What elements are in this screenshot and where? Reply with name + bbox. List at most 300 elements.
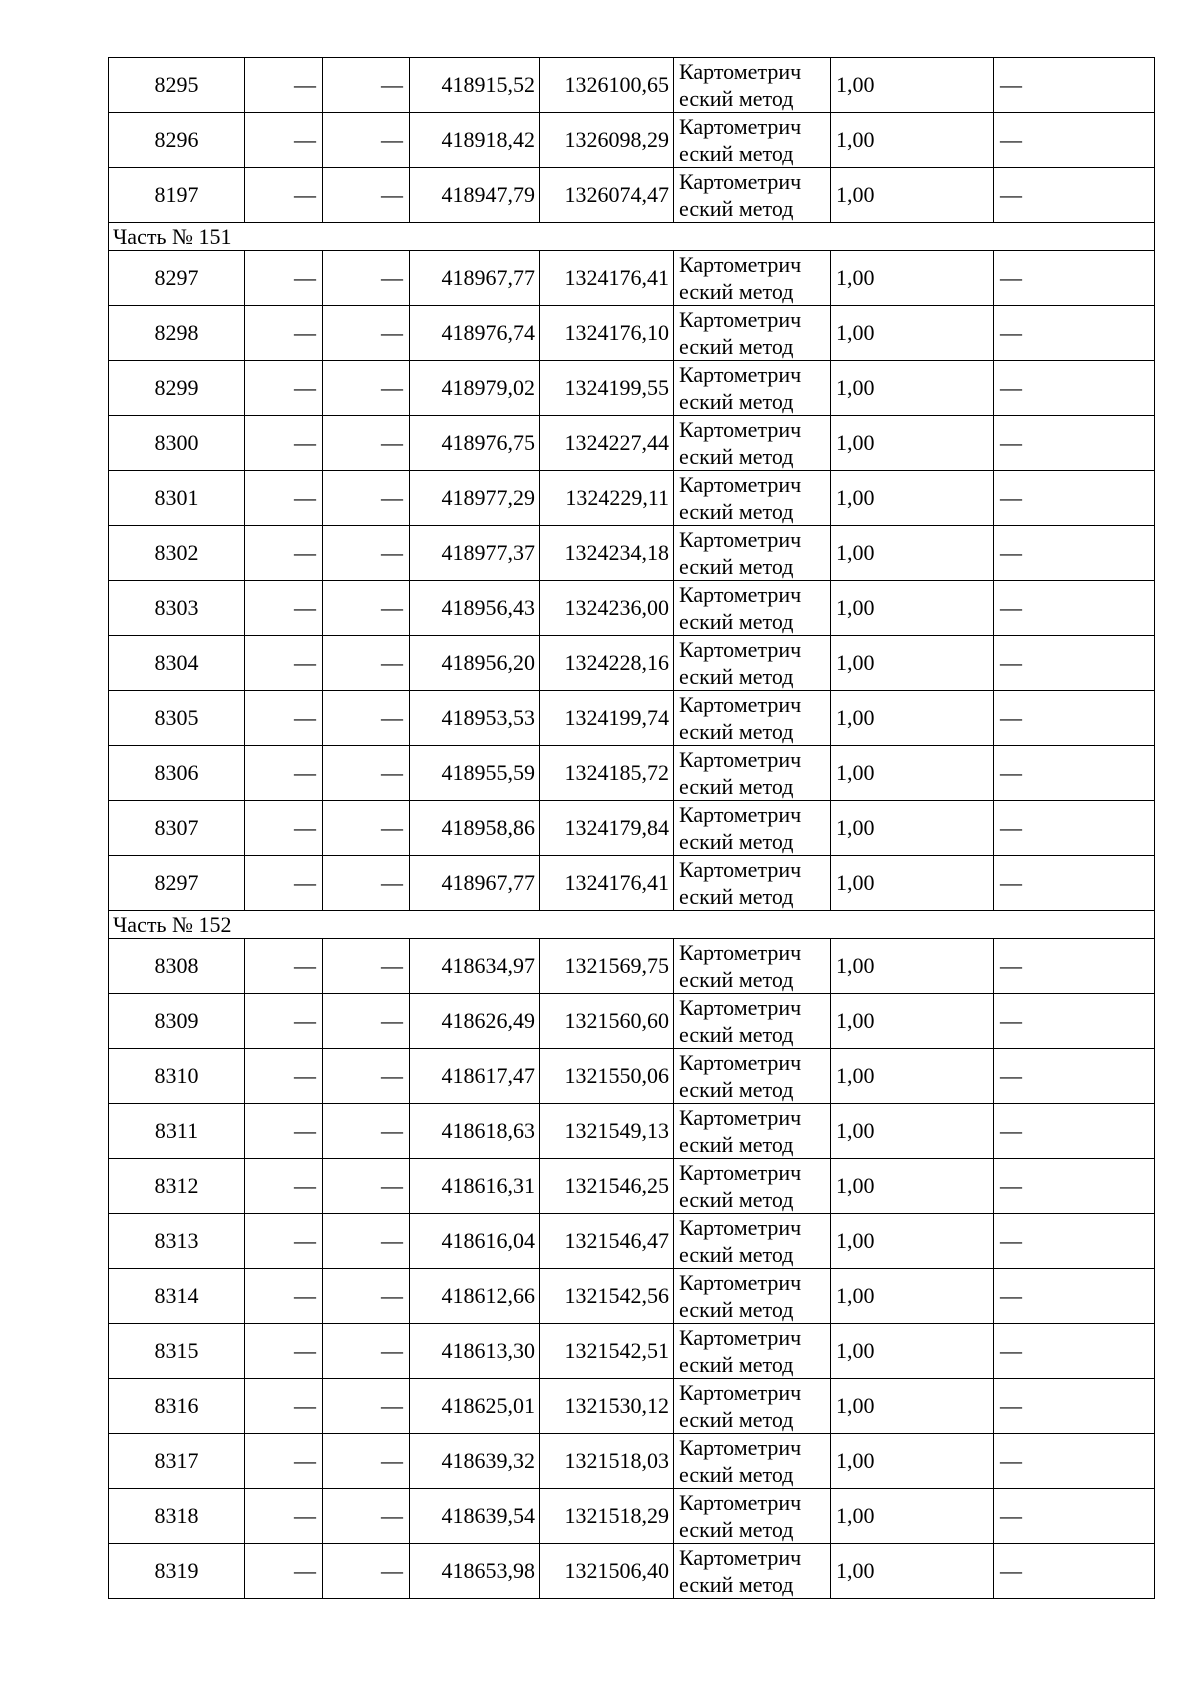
method-line-2: еский метод <box>679 967 794 992</box>
method-line-2: еский метод <box>679 334 794 359</box>
empty-cell-1: — <box>245 1049 323 1104</box>
description-cell: — <box>994 306 1155 361</box>
method-line-2: еский метод <box>679 279 794 304</box>
method-line-1: Картометрич <box>679 307 802 332</box>
empty-cell-1: — <box>245 994 323 1049</box>
point-number-cell: 8297 <box>109 856 245 911</box>
x-coordinate-cell: 418976,74 <box>410 306 540 361</box>
description-cell: — <box>994 168 1155 223</box>
method-cell <box>674 746 831 801</box>
method-cell <box>674 251 831 306</box>
accuracy-cell: 1,00 <box>831 581 994 636</box>
table-row <box>109 113 1155 168</box>
empty-cell-1: — <box>245 168 323 223</box>
x-coordinate-cell: 418947,79 <box>410 168 540 223</box>
accuracy-cell: 1,00 <box>831 1269 994 1324</box>
x-coordinate-cell: 418979,02 <box>410 361 540 416</box>
y-coordinate-cell: 1324179,84 <box>540 801 674 856</box>
accuracy-cell: 1,00 <box>831 939 994 994</box>
accuracy-cell: 1,00 <box>831 1544 994 1599</box>
empty-cell-2: — <box>323 1544 410 1599</box>
empty-cell-1: — <box>245 746 323 801</box>
description-cell: — <box>994 1269 1155 1324</box>
method-line-1: Картометрич <box>679 169 802 194</box>
x-coordinate-cell: 418953,53 <box>410 691 540 746</box>
empty-cell-2: — <box>323 581 410 636</box>
description-cell: — <box>994 581 1155 636</box>
method-cell <box>674 1544 831 1599</box>
method-cell <box>674 1489 831 1544</box>
method-cell <box>674 581 831 636</box>
method-cell <box>674 471 831 526</box>
method-cell <box>674 636 831 691</box>
method-cell <box>674 856 831 911</box>
accuracy-cell: 1,00 <box>831 994 994 1049</box>
method-cell <box>674 1159 831 1214</box>
point-number-cell: 8308 <box>109 939 245 994</box>
method-cell <box>674 1379 831 1434</box>
empty-cell-2: — <box>323 1214 410 1269</box>
table-row <box>109 994 1155 1049</box>
point-number-cell: 8313 <box>109 1214 245 1269</box>
method-cell <box>674 58 831 113</box>
y-coordinate-cell: 1324227,44 <box>540 416 674 471</box>
method-line-2: еский метод <box>679 1242 794 1267</box>
accuracy-cell: 1,00 <box>831 1324 994 1379</box>
y-coordinate-cell: 1321550,06 <box>540 1049 674 1104</box>
method-line-1: Картометрич <box>679 747 802 772</box>
y-coordinate-cell: 1324176,41 <box>540 251 674 306</box>
point-number-cell: 8305 <box>109 691 245 746</box>
description-cell: — <box>994 526 1155 581</box>
y-coordinate-cell: 1324199,74 <box>540 691 674 746</box>
x-coordinate-cell: 418653,98 <box>410 1544 540 1599</box>
description-cell: — <box>994 251 1155 306</box>
empty-cell-2: — <box>323 58 410 113</box>
accuracy-cell: 1,00 <box>831 856 994 911</box>
y-coordinate-cell: 1326074,47 <box>540 168 674 223</box>
empty-cell-2: — <box>323 1049 410 1104</box>
y-coordinate-cell: 1321546,47 <box>540 1214 674 1269</box>
table-row <box>109 1434 1155 1489</box>
description-cell: — <box>994 58 1155 113</box>
point-number-cell: 8309 <box>109 994 245 1049</box>
x-coordinate-cell: 418915,52 <box>410 58 540 113</box>
table-row <box>109 306 1155 361</box>
point-number-cell: 8317 <box>109 1434 245 1489</box>
y-coordinate-cell: 1324228,16 <box>540 636 674 691</box>
empty-cell-2: — <box>323 1159 410 1214</box>
description-cell: — <box>994 1159 1155 1214</box>
empty-cell-2: — <box>323 994 410 1049</box>
table-row <box>109 1379 1155 1434</box>
empty-cell-1: — <box>245 306 323 361</box>
method-line-2: еский метод <box>679 1077 794 1102</box>
point-number-cell: 8296 <box>109 113 245 168</box>
method-line-1: Картометрич <box>679 1050 802 1075</box>
empty-cell-2: — <box>323 939 410 994</box>
table-row <box>109 1269 1155 1324</box>
method-line-2: еский метод <box>679 444 794 469</box>
description-cell: — <box>994 856 1155 911</box>
method-line-1: Картометрич <box>679 1105 802 1130</box>
method-line-1: Картометрич <box>679 857 802 882</box>
y-coordinate-cell: 1324234,18 <box>540 526 674 581</box>
description-cell: — <box>994 939 1155 994</box>
method-line-1: Картометрич <box>679 582 802 607</box>
empty-cell-1: — <box>245 113 323 168</box>
method-line-1: Картометрич <box>679 1215 802 1240</box>
accuracy-cell: 1,00 <box>831 1104 994 1159</box>
table-row <box>109 1049 1155 1104</box>
method-line-2: еский метод <box>679 1132 794 1157</box>
method-line-1: Картометрич <box>679 1270 802 1295</box>
description-cell: — <box>994 1049 1155 1104</box>
x-coordinate-cell: 418967,77 <box>410 856 540 911</box>
accuracy-cell: 1,00 <box>831 1434 994 1489</box>
x-coordinate-cell: 418613,30 <box>410 1324 540 1379</box>
method-line-2: еский метод <box>679 719 794 744</box>
y-coordinate-cell: 1321518,03 <box>540 1434 674 1489</box>
empty-cell-2: — <box>323 113 410 168</box>
x-coordinate-cell: 418639,54 <box>410 1489 540 1544</box>
method-line-2: еский метод <box>679 1407 794 1432</box>
y-coordinate-cell: 1321530,12 <box>540 1379 674 1434</box>
table-row <box>109 251 1155 306</box>
x-coordinate-cell: 418625,01 <box>410 1379 540 1434</box>
description-cell: — <box>994 691 1155 746</box>
method-line-2: еский метод <box>679 1352 794 1377</box>
empty-cell-1: — <box>245 1104 323 1159</box>
empty-cell-1: — <box>245 1324 323 1379</box>
point-number-cell: 8316 <box>109 1379 245 1434</box>
y-coordinate-cell: 1324236,00 <box>540 581 674 636</box>
x-coordinate-cell: 418617,47 <box>410 1049 540 1104</box>
table-row <box>109 856 1155 911</box>
table-row <box>109 636 1155 691</box>
x-coordinate-cell: 418976,75 <box>410 416 540 471</box>
method-cell <box>674 691 831 746</box>
method-cell <box>674 1324 831 1379</box>
point-number-cell: 8315 <box>109 1324 245 1379</box>
x-coordinate-cell: 418977,29 <box>410 471 540 526</box>
method-line-2: еский метод <box>679 1572 794 1597</box>
y-coordinate-cell: 1321546,25 <box>540 1159 674 1214</box>
empty-cell-1: — <box>245 1489 323 1544</box>
empty-cell-2: — <box>323 636 410 691</box>
point-number-cell: 8302 <box>109 526 245 581</box>
empty-cell-2: — <box>323 1434 410 1489</box>
method-line-1: Картометрич <box>679 362 802 387</box>
empty-cell-2: — <box>323 361 410 416</box>
method-line-1: Картометрич <box>679 1435 802 1460</box>
method-line-1: Картометрич <box>679 1545 802 1570</box>
method-line-1: Картометрич <box>679 1490 802 1515</box>
accuracy-cell: 1,00 <box>831 416 994 471</box>
x-coordinate-cell: 418616,04 <box>410 1214 540 1269</box>
empty-cell-1: — <box>245 471 323 526</box>
point-number-cell: 8312 <box>109 1159 245 1214</box>
method-line-1: Картометрич <box>679 114 802 139</box>
method-line-2: еский метод <box>679 86 794 111</box>
point-number-cell: 8307 <box>109 801 245 856</box>
x-coordinate-cell: 418955,59 <box>410 746 540 801</box>
point-number-cell: 8318 <box>109 1489 245 1544</box>
method-cell <box>674 801 831 856</box>
empty-cell-1: — <box>245 1214 323 1269</box>
y-coordinate-cell: 1326098,29 <box>540 113 674 168</box>
y-coordinate-cell: 1324176,41 <box>540 856 674 911</box>
accuracy-cell: 1,00 <box>831 168 994 223</box>
method-line-2: еский метод <box>679 196 794 221</box>
method-line-2: еский метод <box>679 1297 794 1322</box>
accuracy-cell: 1,00 <box>831 306 994 361</box>
coordinates-table <box>108 57 1155 1599</box>
y-coordinate-cell: 1324185,72 <box>540 746 674 801</box>
method-line-2: еский метод <box>679 664 794 689</box>
y-coordinate-cell: 1326100,65 <box>540 58 674 113</box>
table-row <box>109 1489 1155 1544</box>
method-line-1: Картометрич <box>679 417 802 442</box>
point-number-cell: 8306 <box>109 746 245 801</box>
table-row <box>109 1544 1155 1599</box>
table-row <box>109 1159 1155 1214</box>
accuracy-cell: 1,00 <box>831 746 994 801</box>
method-cell <box>674 526 831 581</box>
x-coordinate-cell: 418618,63 <box>410 1104 540 1159</box>
empty-cell-1: — <box>245 801 323 856</box>
point-number-cell: 8314 <box>109 1269 245 1324</box>
method-line-1: Картометрич <box>679 692 802 717</box>
accuracy-cell: 1,00 <box>831 113 994 168</box>
empty-cell-2: — <box>323 1489 410 1544</box>
method-line-2: еский метод <box>679 554 794 579</box>
empty-cell-2: — <box>323 416 410 471</box>
accuracy-cell: 1,00 <box>831 251 994 306</box>
accuracy-cell: 1,00 <box>831 1159 994 1214</box>
accuracy-cell: 1,00 <box>831 691 994 746</box>
x-coordinate-cell: 418956,20 <box>410 636 540 691</box>
method-cell <box>674 306 831 361</box>
empty-cell-2: — <box>323 1104 410 1159</box>
empty-cell-1: — <box>245 1544 323 1599</box>
method-line-1: Картометрич <box>679 1325 802 1350</box>
empty-cell-1: — <box>245 416 323 471</box>
empty-cell-1: — <box>245 361 323 416</box>
method-cell <box>674 168 831 223</box>
description-cell: — <box>994 113 1155 168</box>
x-coordinate-cell: 418958,86 <box>410 801 540 856</box>
x-coordinate-cell: 418616,31 <box>410 1159 540 1214</box>
point-number-cell: 8304 <box>109 636 245 691</box>
empty-cell-2: — <box>323 471 410 526</box>
method-cell <box>674 113 831 168</box>
empty-cell-2: — <box>323 526 410 581</box>
point-number-cell: 8295 <box>109 58 245 113</box>
accuracy-cell: 1,00 <box>831 1049 994 1104</box>
point-number-cell: 8303 <box>109 581 245 636</box>
table-row <box>109 58 1155 113</box>
empty-cell-1: — <box>245 581 323 636</box>
empty-cell-2: — <box>323 746 410 801</box>
method-line-2: еский метод <box>679 389 794 414</box>
description-cell: — <box>994 1489 1155 1544</box>
table-row <box>109 471 1155 526</box>
table-row <box>109 361 1155 416</box>
description-cell: — <box>994 471 1155 526</box>
table-row <box>109 1214 1155 1269</box>
description-cell: — <box>994 1214 1155 1269</box>
y-coordinate-cell: 1321506,40 <box>540 1544 674 1599</box>
empty-cell-2: — <box>323 1324 410 1379</box>
empty-cell-2: — <box>323 168 410 223</box>
method-cell <box>674 994 831 1049</box>
description-cell: — <box>994 1104 1155 1159</box>
table-row <box>109 939 1155 994</box>
empty-cell-1: — <box>245 691 323 746</box>
method-line-1: Картометрич <box>679 940 802 965</box>
point-number-cell: 8297 <box>109 251 245 306</box>
description-cell: — <box>994 801 1155 856</box>
x-coordinate-cell: 418634,97 <box>410 939 540 994</box>
description-cell: — <box>994 1379 1155 1434</box>
method-line-2: еский метод <box>679 609 794 634</box>
y-coordinate-cell: 1324199,55 <box>540 361 674 416</box>
x-coordinate-cell: 418918,42 <box>410 113 540 168</box>
part-header-row <box>109 911 1155 939</box>
method-line-2: еский метод <box>679 774 794 799</box>
description-cell: — <box>994 1544 1155 1599</box>
table-row <box>109 691 1155 746</box>
empty-cell-2: — <box>323 1269 410 1324</box>
x-coordinate-cell: 418639,32 <box>410 1434 540 1489</box>
method-line-2: еский метод <box>679 829 794 854</box>
point-number-cell: 8301 <box>109 471 245 526</box>
method-line-1: Картометрич <box>679 1380 802 1405</box>
empty-cell-1: — <box>245 636 323 691</box>
method-line-2: еский метод <box>679 1187 794 1212</box>
empty-cell-1: — <box>245 526 323 581</box>
empty-cell-2: — <box>323 801 410 856</box>
method-line-2: еский метод <box>679 1517 794 1542</box>
table-row <box>109 416 1155 471</box>
method-cell <box>674 1104 831 1159</box>
point-number-cell: 8319 <box>109 1544 245 1599</box>
empty-cell-2: — <box>323 1379 410 1434</box>
part-label: Часть № 151 <box>109 223 1155 251</box>
accuracy-cell: 1,00 <box>831 1379 994 1434</box>
y-coordinate-cell: 1324229,11 <box>540 471 674 526</box>
method-line-1: Картометрич <box>679 527 802 552</box>
method-cell <box>674 1434 831 1489</box>
method-cell <box>674 1214 831 1269</box>
x-coordinate-cell: 418956,43 <box>410 581 540 636</box>
empty-cell-2: — <box>323 691 410 746</box>
empty-cell-1: — <box>245 1159 323 1214</box>
description-cell: — <box>994 1324 1155 1379</box>
description-cell: — <box>994 994 1155 1049</box>
empty-cell-1: — <box>245 856 323 911</box>
method-line-2: еский метод <box>679 499 794 524</box>
empty-cell-2: — <box>323 251 410 306</box>
method-cell <box>674 939 831 994</box>
accuracy-cell: 1,00 <box>831 801 994 856</box>
accuracy-cell: 1,00 <box>831 526 994 581</box>
accuracy-cell: 1,00 <box>831 58 994 113</box>
accuracy-cell: 1,00 <box>831 361 994 416</box>
accuracy-cell: 1,00 <box>831 1489 994 1544</box>
empty-cell-1: — <box>245 1269 323 1324</box>
point-number-cell: 8310 <box>109 1049 245 1104</box>
empty-cell-1: — <box>245 58 323 113</box>
y-coordinate-cell: 1321560,60 <box>540 994 674 1049</box>
part-header-row <box>109 223 1155 251</box>
y-coordinate-cell: 1321518,29 <box>540 1489 674 1544</box>
x-coordinate-cell: 418977,37 <box>410 526 540 581</box>
description-cell: — <box>994 416 1155 471</box>
y-coordinate-cell: 1321542,56 <box>540 1269 674 1324</box>
table-row <box>109 526 1155 581</box>
empty-cell-2: — <box>323 306 410 361</box>
method-cell <box>674 1049 831 1104</box>
description-cell: — <box>994 746 1155 801</box>
empty-cell-1: — <box>245 251 323 306</box>
accuracy-cell: 1,00 <box>831 471 994 526</box>
description-cell: — <box>994 1434 1155 1489</box>
y-coordinate-cell: 1321542,51 <box>540 1324 674 1379</box>
table-body <box>109 58 1155 1599</box>
table-row <box>109 581 1155 636</box>
accuracy-cell: 1,00 <box>831 636 994 691</box>
method-line-2: еский метод <box>679 141 794 166</box>
point-number-cell: 8298 <box>109 306 245 361</box>
y-coordinate-cell: 1321569,75 <box>540 939 674 994</box>
point-number-cell: 8299 <box>109 361 245 416</box>
method-line-1: Картометрич <box>679 637 802 662</box>
empty-cell-2: — <box>323 856 410 911</box>
point-number-cell: 8197 <box>109 168 245 223</box>
table-row <box>109 746 1155 801</box>
x-coordinate-cell: 418967,77 <box>410 251 540 306</box>
x-coordinate-cell: 418612,66 <box>410 1269 540 1324</box>
method-line-2: еский метод <box>679 1022 794 1047</box>
empty-cell-1: — <box>245 939 323 994</box>
accuracy-cell: 1,00 <box>831 1214 994 1269</box>
empty-cell-1: — <box>245 1434 323 1489</box>
y-coordinate-cell: 1324176,10 <box>540 306 674 361</box>
y-coordinate-cell: 1321549,13 <box>540 1104 674 1159</box>
method-line-2: еский метод <box>679 1462 794 1487</box>
table-row <box>109 1324 1155 1379</box>
table-row <box>109 168 1155 223</box>
table-row <box>109 1104 1155 1159</box>
method-line-1: Картометрич <box>679 472 802 497</box>
empty-cell-1: — <box>245 1379 323 1434</box>
method-line-1: Картометрич <box>679 59 802 84</box>
x-coordinate-cell: 418626,49 <box>410 994 540 1049</box>
method-line-1: Картометрич <box>679 252 802 277</box>
method-cell <box>674 361 831 416</box>
method-line-2: еский метод <box>679 884 794 909</box>
part-label: Часть № 152 <box>109 911 1155 939</box>
description-cell: — <box>994 361 1155 416</box>
method-line-1: Картометрич <box>679 802 802 827</box>
method-line-1: Картометрич <box>679 995 802 1020</box>
table-row <box>109 801 1155 856</box>
point-number-cell: 8300 <box>109 416 245 471</box>
method-line-1: Картометрич <box>679 1160 802 1185</box>
method-cell <box>674 416 831 471</box>
